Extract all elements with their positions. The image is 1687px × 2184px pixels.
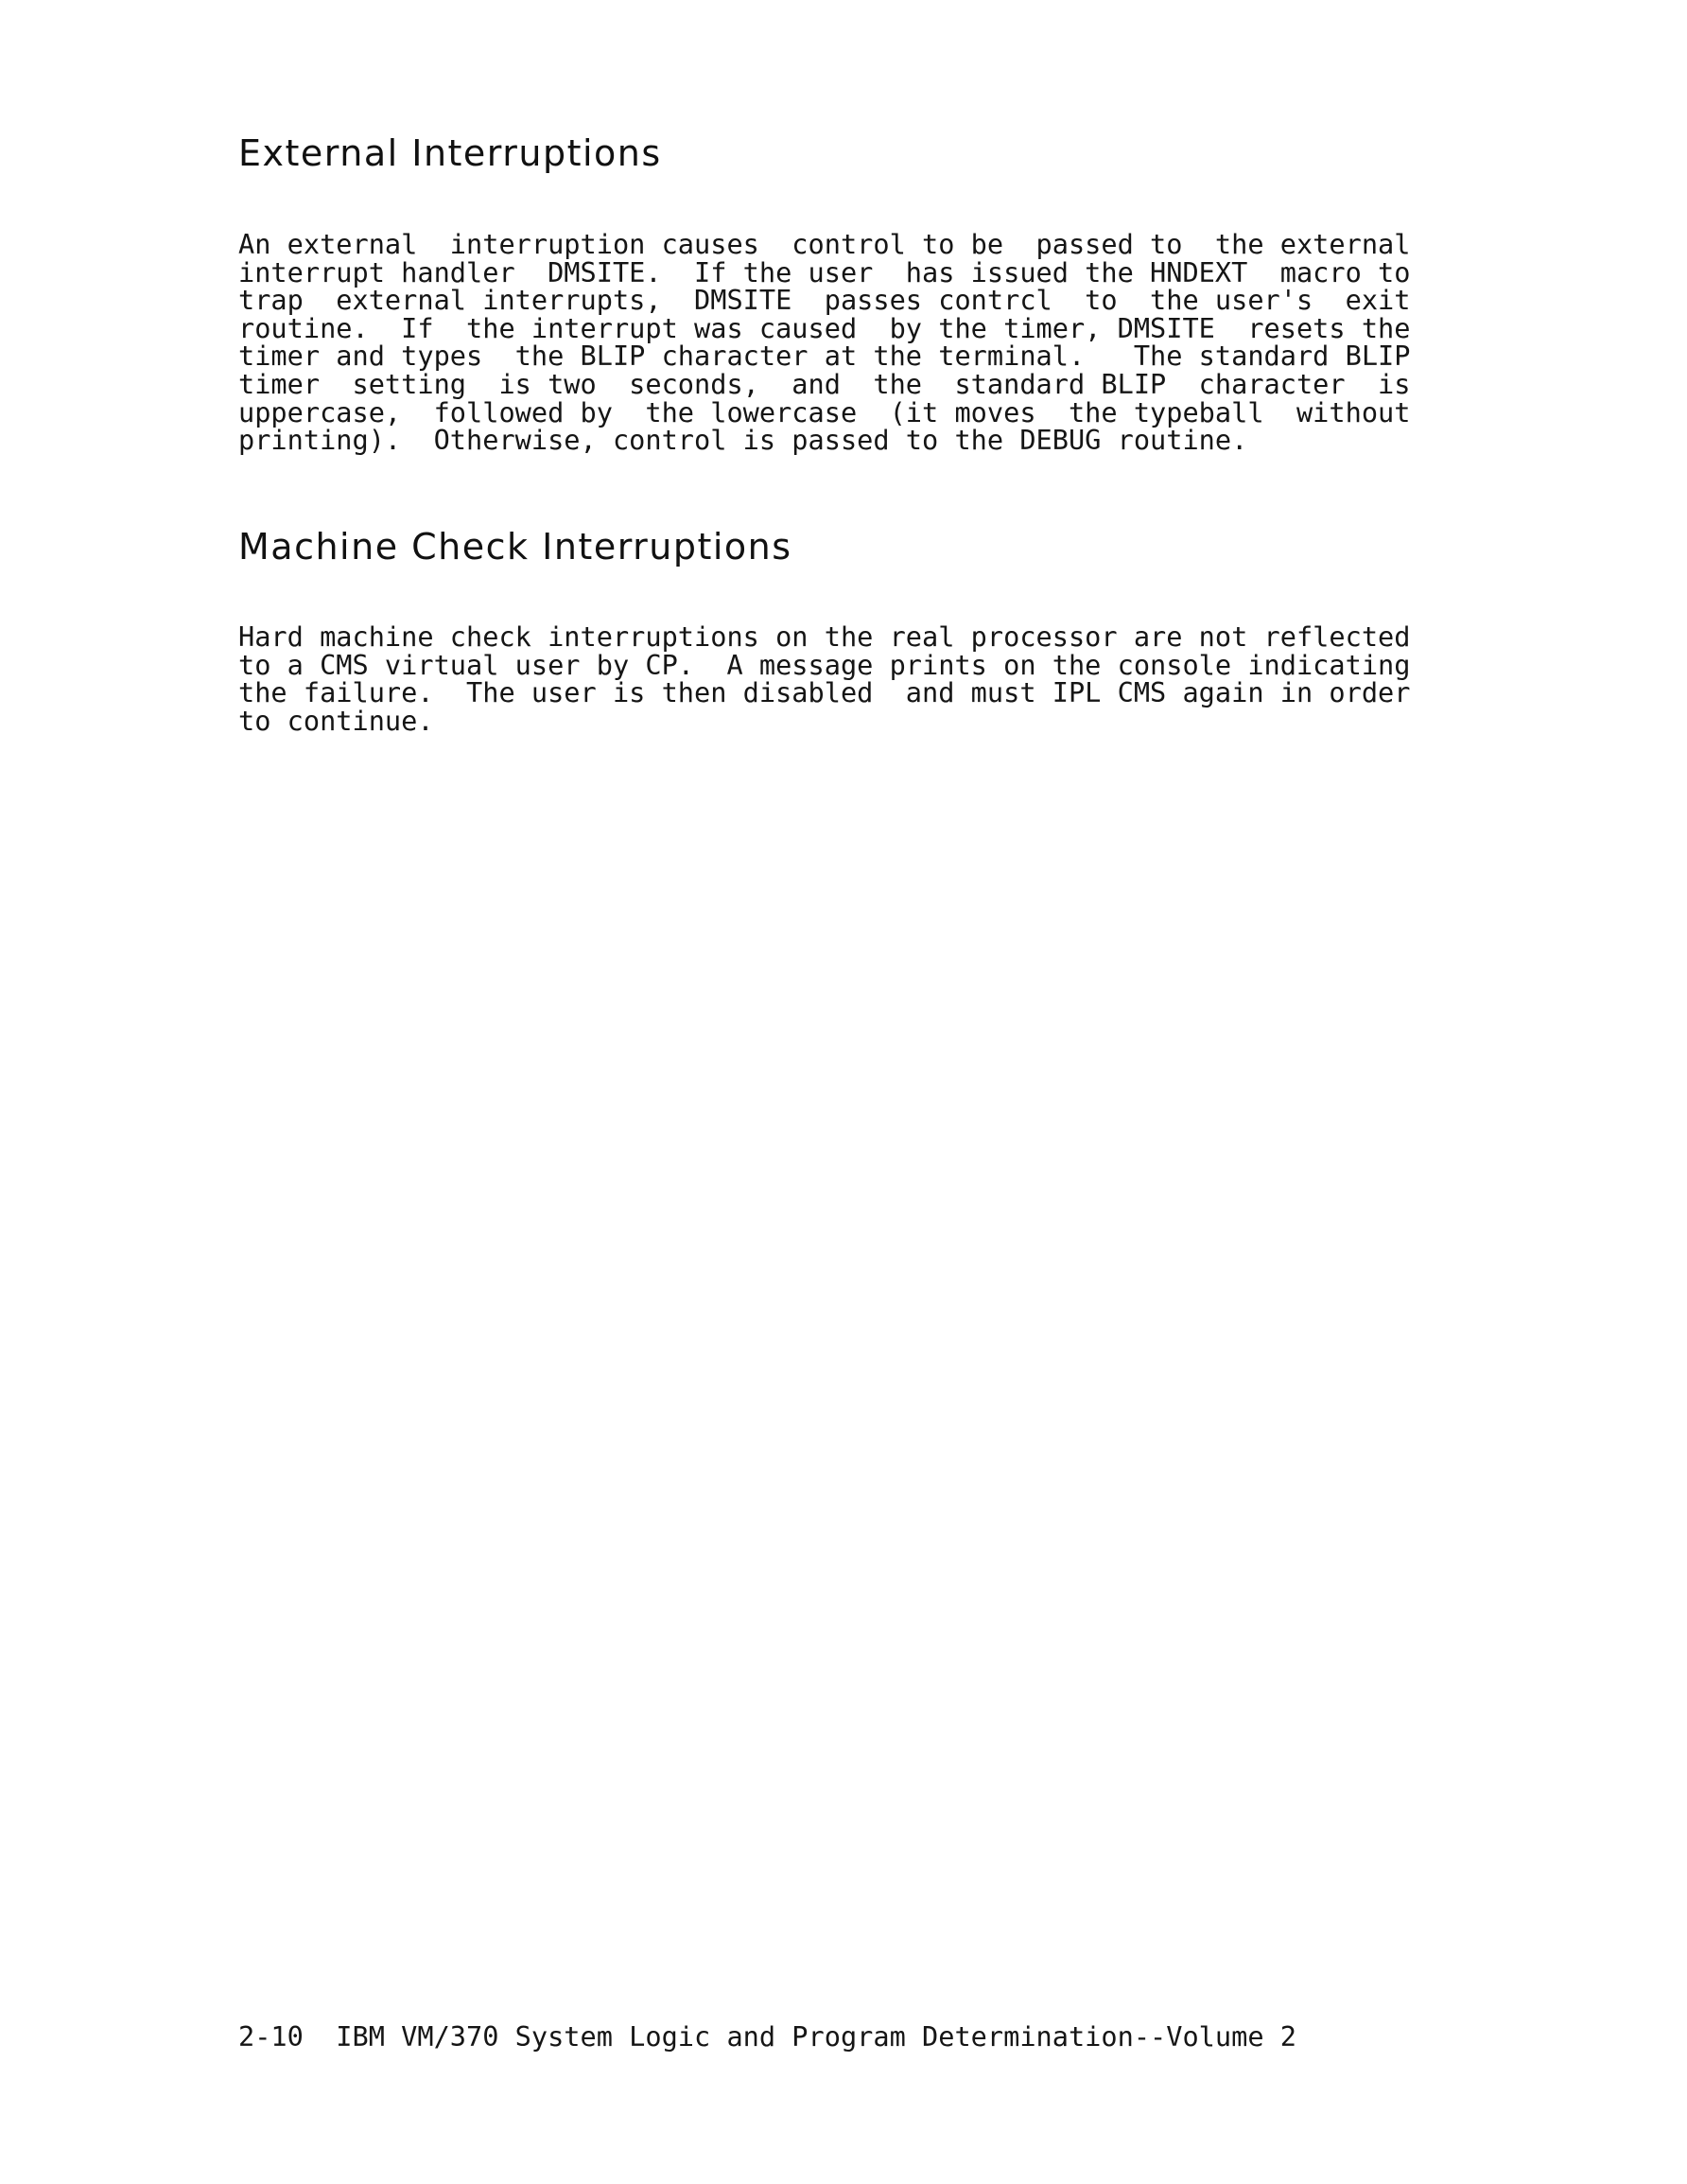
text-line: uppercase, followed by the lowercase (it moves the typeball without [238,395,1411,428]
text-line: An external interruption causes control to be passed to the external [238,228,1411,260]
section-heading-external-interruptions: External Interruptions [238,132,662,174]
text-line: the failure. The user is then disabled and must IPL CMS again in order [238,676,1411,709]
text-line: to continue. [238,704,434,737]
paragraph-external-interruptions [238,228,1411,457]
text-line: printing). Otherwise, control is passed to the DEBUG routine. [238,424,1248,457]
page-footer: 2-10 IBM VM/370 System Logic and Program Determination--Volume 2 [238,2020,1296,2053]
text-line: interrupt handler DMSITE. If the user has issued the HNDEXT macro to [238,255,1411,288]
section-heading-machine-check-interruptions: Machine Check Interruptions [238,526,792,568]
text-line: routine. If the interrupt was caused by the timer, DMSITE resets the [238,311,1411,344]
text-line: timer setting is two seconds, and the standard BLIP character is [238,367,1411,400]
text-line: trap external interrupts, DMSITE passes contrcl to the user's exit [238,284,1411,317]
text-line: timer and types the BLIP character at the terminal. The standard BLIP [238,340,1411,373]
text-line: Hard machine check interruptions on the real processor are not reflected [238,620,1411,653]
paragraph-machine-check-interruptions [238,620,1411,737]
text-line: to a CMS virtual user by CP. A message prints on the console indicating [238,648,1411,681]
